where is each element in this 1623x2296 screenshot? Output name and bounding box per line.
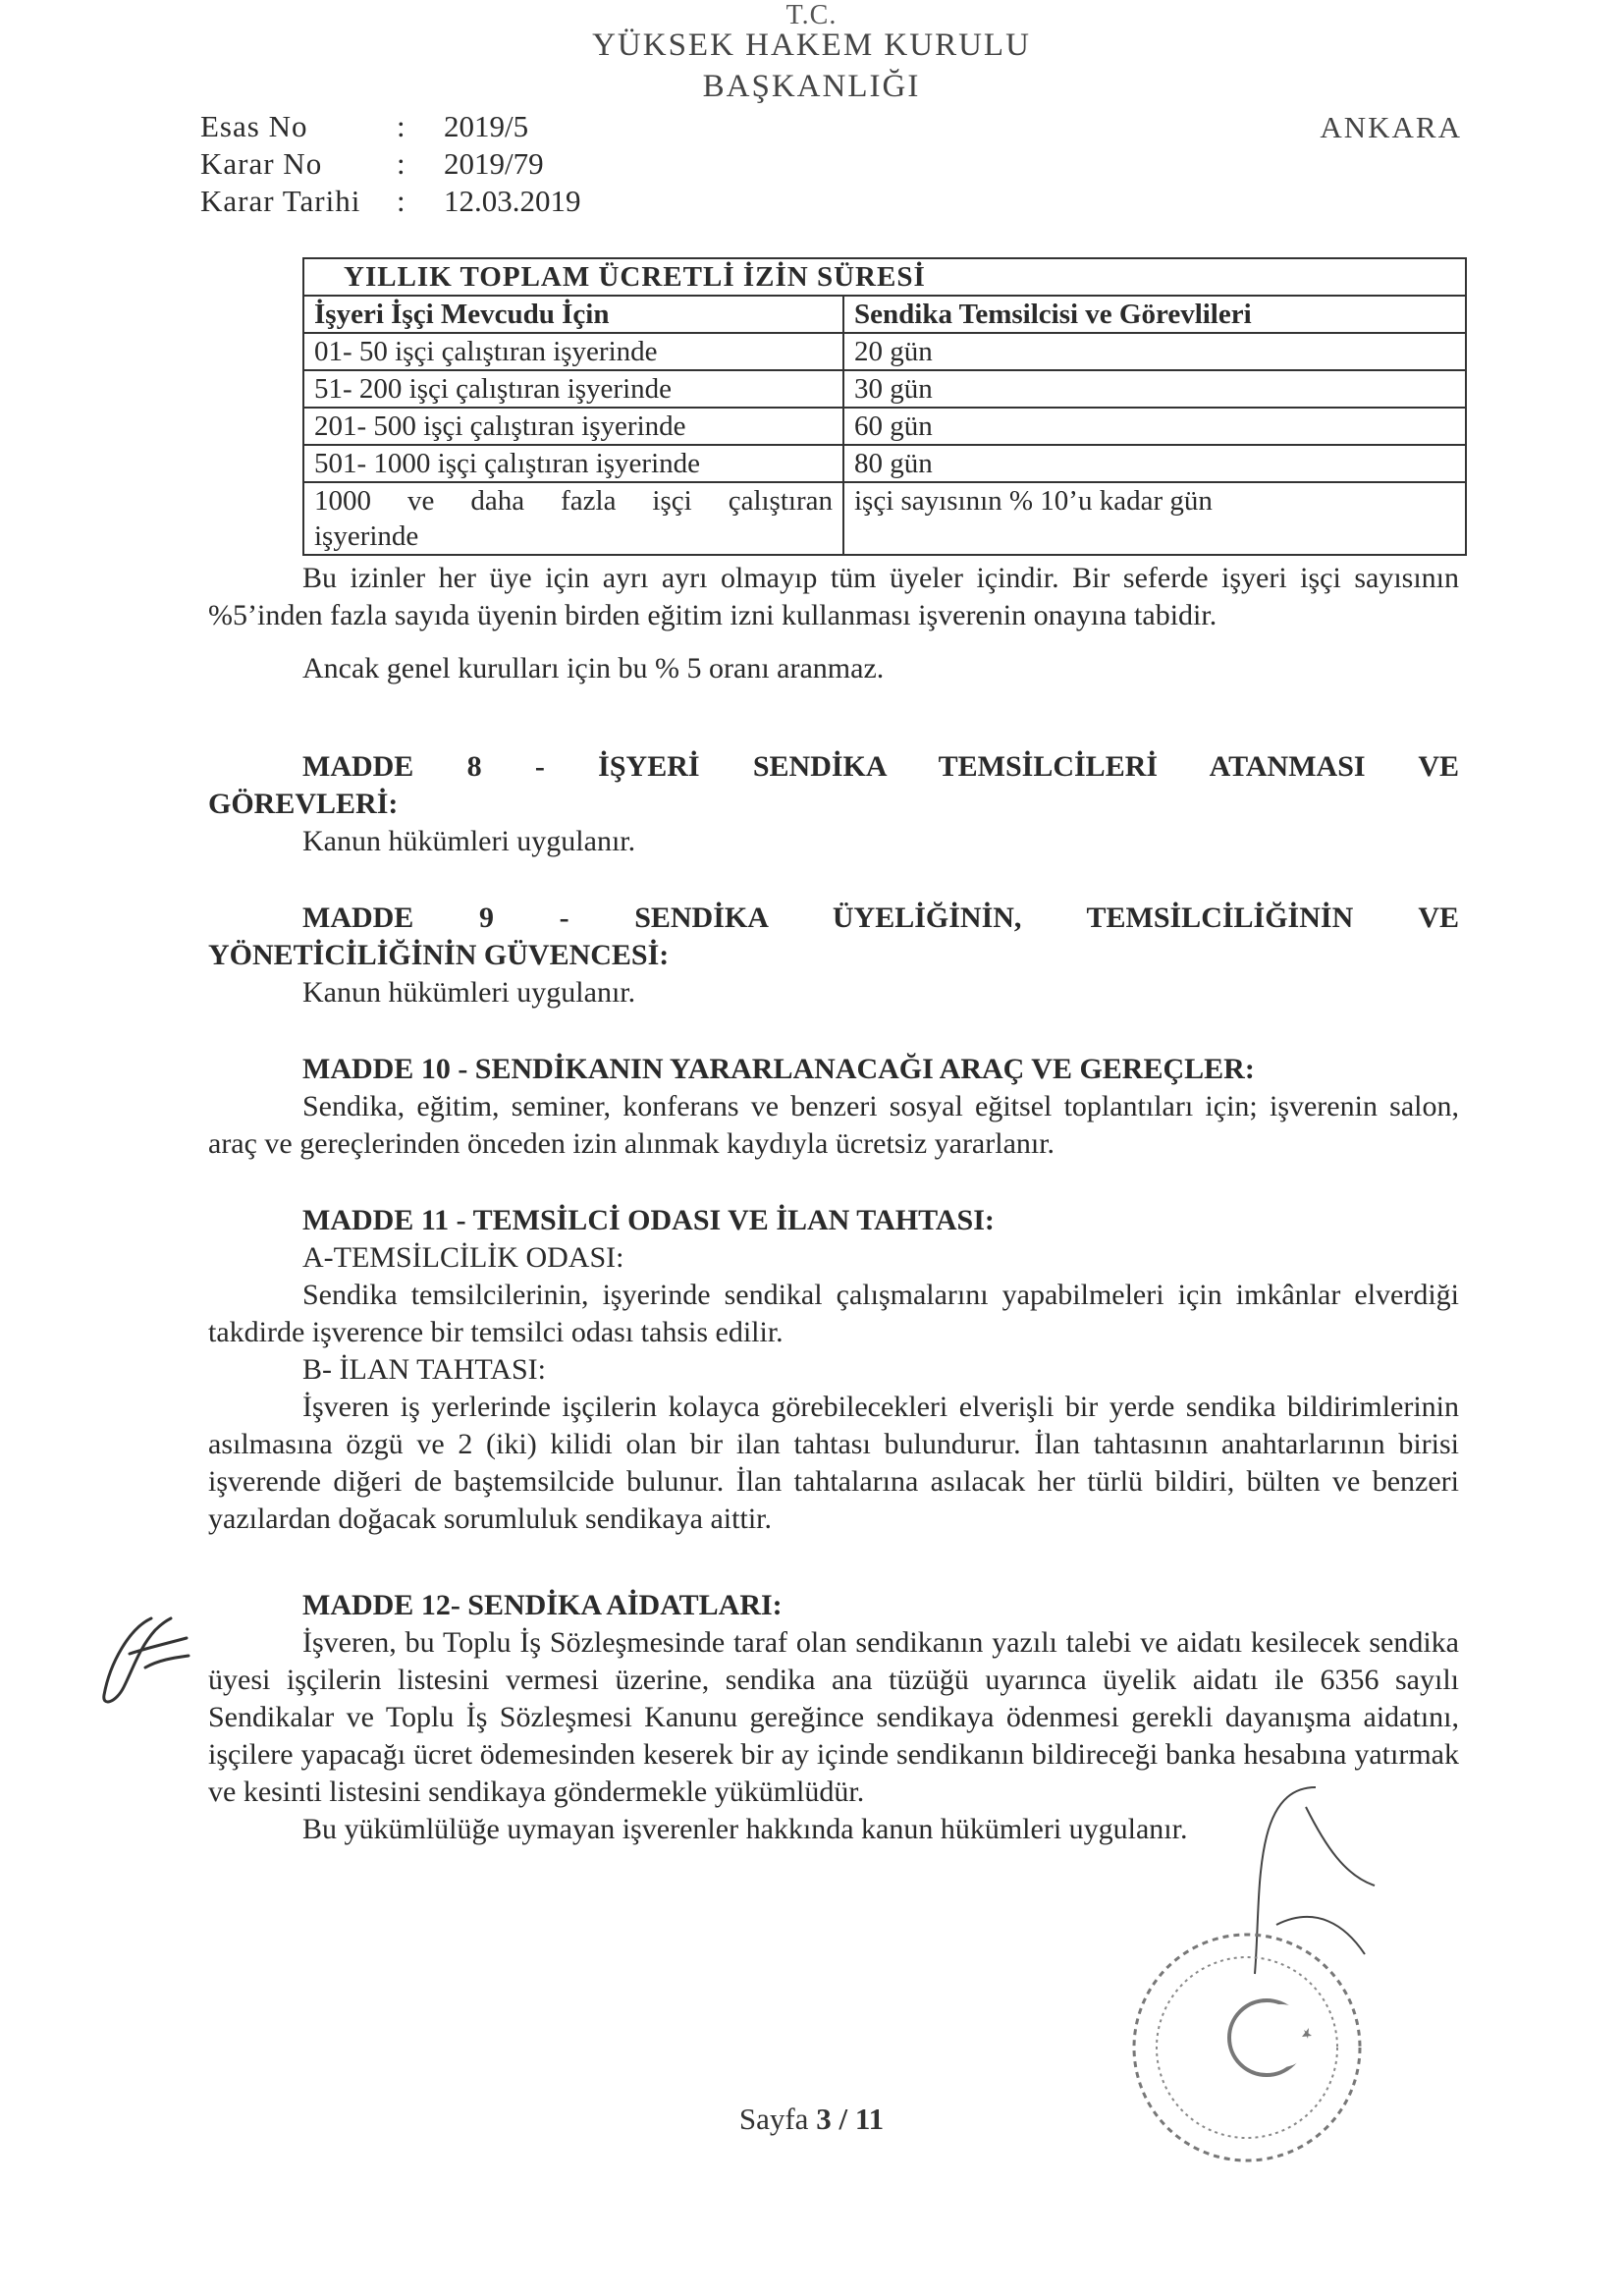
meta-label: Karar Tarihi — [200, 184, 361, 218]
table-cell-line: işyerinde — [314, 520, 419, 552]
meta-row-tarih — [200, 183, 581, 220]
header-city: ANKARA — [1320, 110, 1462, 144]
section-body: Sendika temsilcilerinin, işyerinde sendikal çalışmalarını yapabilmeleri için imkânlar elverdiği takdirde işverence bir temsilci odası tahsis edilir. — [208, 1279, 1459, 1348]
meta-colon: : — [397, 109, 406, 143]
section-body: Kanun hükümleri uygulanır. — [302, 976, 636, 1009]
meta-value: 2019/79 — [444, 146, 544, 181]
table-cell-workforce: 501- 1000 işçi çalıştıran işyerinde — [303, 445, 843, 482]
paragraph-leave-note — [208, 560, 1459, 687]
meta-colon: : — [397, 146, 406, 181]
section-body: İşveren, bu Toplu İş Sözleşmesinde taraf olan sendikanın yazılı talebi ve aidatı kesilecek sendika üyesi işçilerin listesini vermesi üzerine, sendika ana tüzüğü uyarınca üyelik aidatı ile 6356 sayılı Sendikalar ve Toplu İş Sözleşmesi Kanunu gereğince sendikaya ödenmesi gerekli dayanışma aidatını, işçilere yapacağı ücret ödemesinden keserek bir ay içinde sendikanın bildireceği banka hesabına yatırmak ve kesinti listesini sendikaya göndermekle yükümlüdür. — [208, 1626, 1459, 1808]
table-row — [303, 482, 1466, 555]
section-title-cont: GÖREVLERİ: — [208, 788, 399, 820]
table-cell-days: 30 gün — [843, 370, 1466, 408]
section-madde-10 — [208, 1051, 1459, 1163]
subsection-heading: A-TEMSİLCİLİK ODASI: — [302, 1241, 624, 1274]
table-caption-row — [303, 258, 1466, 296]
section-title-cont: YÖNETİCİLİĞİNİN GÜVENCESİ: — [208, 939, 670, 971]
page-footer — [0, 2102, 1623, 2137]
section-body: Kanun hükümleri uygulanır. — [302, 825, 636, 857]
initials-stroke — [104, 1618, 189, 1702]
subsection-heading: B- İLAN TAHTASI: — [302, 1353, 546, 1386]
meta-label: Karar No — [200, 146, 323, 181]
table-cell-line: 1000 ve daha fazla işçi çalıştıran — [314, 485, 833, 517]
footer-total: 11 — [854, 2102, 885, 2136]
footer-page: 3 — [816, 2102, 832, 2136]
section-madde-11 — [208, 1202, 1459, 1538]
table-cell-workforce: 201- 500 işçi çalıştıran işyerinde — [303, 408, 843, 445]
section-title: MADDE 11 - TEMSİLCİ ODASI VE İLAN TAHTASI: — [302, 1204, 995, 1236]
header-department: BAŞKANLIĞI — [702, 69, 921, 104]
header-institution: YÜKSEK HAKEM KURULU — [592, 27, 1031, 63]
table-row — [303, 333, 1466, 370]
paragraph-text: Ancak genel kurulları için bu % 5 oranı aranmaz. — [302, 652, 885, 684]
meta-row-esas — [200, 108, 581, 145]
meta-value: 12.03.2019 — [444, 184, 581, 218]
table-cell-days: 20 gün — [843, 333, 1466, 370]
table-header-row — [303, 296, 1466, 333]
table-caption: YILLIK TOPLAM ÜCRETLİ İZİN SÜRESİ — [303, 258, 1466, 296]
table-cell-workforce: 01- 50 işçi çalıştıran işyerinde — [303, 333, 843, 370]
header-tc: T.C. — [785, 0, 838, 30]
table-cell-workforce — [303, 482, 843, 555]
section-title: MADDE 9 - SENDİKA ÜYELİĞİNİN, TEMSİLCİLİĞİNİN VE — [302, 902, 1459, 934]
table-row — [303, 408, 1466, 445]
table-cell-workforce: 51- 200 işçi çalıştıran işyerinde — [303, 370, 843, 408]
meta-value: 2019/5 — [444, 109, 529, 143]
section-body-last: Bu yükümlülüğe uymayan işverenler hakkında kanun hükümleri uygulanır. — [302, 1813, 1188, 1845]
case-meta — [200, 108, 581, 220]
official-stamp — [1119, 1920, 1375, 2175]
section-madde-8 — [208, 748, 1459, 860]
section-body: Sendika, eğitim, seminer, konferans ve benzeri sosyal eğitsel toplantıları için; işverenin salon, araç ve gereçlerinden önceden izin alınmak kaydıyla ücretsiz yararlanır. — [208, 1090, 1459, 1160]
meta-label: Esas No — [200, 109, 308, 143]
table-row — [303, 370, 1466, 408]
table-header-representatives: Sendika Temsilcisi ve Görevlileri — [843, 296, 1466, 333]
footer-sep: / — [839, 2102, 848, 2136]
table-cell-days: 80 gün — [843, 445, 1466, 482]
footer-prefix: Sayfa — [738, 2102, 809, 2136]
paragraph-text: Bu izinler her üye için ayrı ayrı olmayıp tüm üyeler içindir. Bir seferde işyeri işçi sayısının %5’inden fazla sayıda üyenin birden eğitim izni kullanması işverenin onayına tabidir. — [208, 562, 1459, 631]
leave-duration-table — [302, 257, 1467, 556]
table-header-workforce: İşyeri İşçi Mevcudu İçin — [303, 296, 843, 333]
section-title: MADDE 8 - İŞYERİ SENDİKA TEMSİLCİLERİ ATANMASI VE — [302, 750, 1459, 783]
section-title: MADDE 10 - SENDİKANIN YARARLANACAĞI ARAÇ VE GEREÇLER: — [302, 1053, 1255, 1085]
meta-row-karar — [200, 145, 581, 183]
table-cell-days: işçi sayısının % 10’u kadar gün — [843, 482, 1466, 555]
section-title: MADDE 12- SENDİKA AİDATLARI: — [302, 1589, 783, 1621]
section-madde-9 — [208, 900, 1459, 1011]
meta-colon: : — [397, 184, 406, 218]
table-row — [303, 445, 1466, 482]
handwritten-initials — [90, 1609, 198, 1717]
table-cell-days: 60 gün — [843, 408, 1466, 445]
section-body: İşveren iş yerlerinde işçilerin kolayca görebilecekleri elverişli bir yerde sendika bildirimlerinin asılmasına özgü ve 2 (iki) kilidi olan bir ilan tahtası bulundurur. İlan tahtasının anahtarlarının birisi işverende diğeri de baştemsilcide bulunur. İlan tahtalarına asılacak her türlü bildiri, bülten ve benzeri yazılardan doğacak sorumluluk sendikaya aittir. — [208, 1391, 1459, 1535]
